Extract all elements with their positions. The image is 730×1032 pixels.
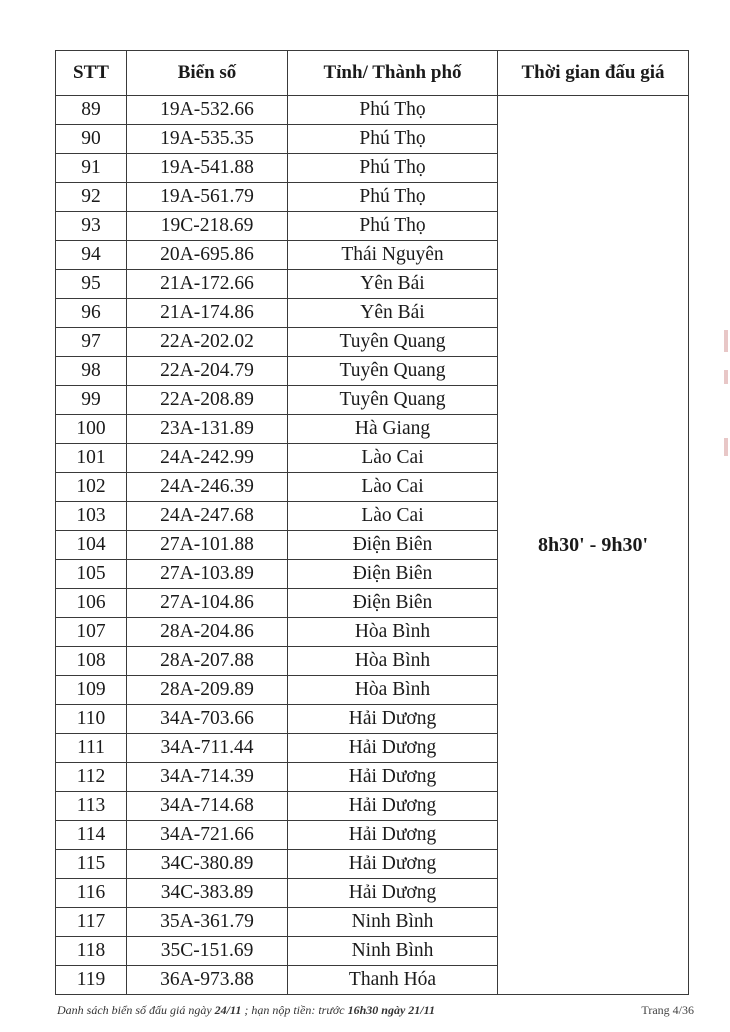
- cell-stt: 116: [56, 879, 127, 908]
- cell-plate: 35A-361.79: [127, 908, 288, 937]
- footer-deadline: 16h30 ngày 21/11: [347, 1003, 435, 1017]
- cell-plate: 21A-172.66: [127, 270, 288, 299]
- cell-province: Hải Dương: [288, 705, 498, 734]
- footer-text-2: ; hạn nộp tiền: trước: [244, 1003, 345, 1017]
- cell-stt: 100: [56, 415, 127, 444]
- cell-plate: 19C-218.69: [127, 212, 288, 241]
- table-header-row: [56, 51, 689, 96]
- cell-stt: 115: [56, 850, 127, 879]
- cell-plate: 34A-714.68: [127, 792, 288, 821]
- cell-province: Tuyên Quang: [288, 328, 498, 357]
- cell-plate: 28A-204.86: [127, 618, 288, 647]
- cell-plate: 34A-714.39: [127, 763, 288, 792]
- cell-stt: 117: [56, 908, 127, 937]
- header-stt: STT: [56, 51, 127, 96]
- cell-stt: 102: [56, 473, 127, 502]
- cell-province: Hải Dương: [288, 734, 498, 763]
- footer-note: [57, 1003, 435, 1018]
- cell-stt: 118: [56, 937, 127, 966]
- cell-stt: 90: [56, 125, 127, 154]
- cell-province: Tuyên Quang: [288, 357, 498, 386]
- cell-plate: 22A-202.02: [127, 328, 288, 357]
- cell-stt: 97: [56, 328, 127, 357]
- table-row: [56, 96, 689, 125]
- cell-province: Hà Giang: [288, 415, 498, 444]
- cell-plate: 34C-383.89: [127, 879, 288, 908]
- cell-plate: 36A-973.88: [127, 966, 288, 995]
- cell-stt: 114: [56, 821, 127, 850]
- cell-province: Lào Cai: [288, 444, 498, 473]
- cell-plate: 24A-246.39: [127, 473, 288, 502]
- cell-province: Điện Biên: [288, 589, 498, 618]
- cell-province: Hòa Bình: [288, 647, 498, 676]
- table-body: [56, 96, 689, 995]
- scan-edge-mark: [724, 438, 728, 456]
- cell-plate: 34A-721.66: [127, 821, 288, 850]
- header-plate: Biển số: [127, 51, 288, 96]
- cell-plate: 24A-247.68: [127, 502, 288, 531]
- cell-plate: 34A-703.66: [127, 705, 288, 734]
- cell-province: Yên Bái: [288, 270, 498, 299]
- cell-stt: 103: [56, 502, 127, 531]
- cell-plate: 19A-535.35: [127, 125, 288, 154]
- scan-edge-mark: [724, 370, 728, 384]
- plate-auction-table: [55, 50, 689, 995]
- cell-stt: 92: [56, 183, 127, 212]
- cell-province: Ninh Bình: [288, 908, 498, 937]
- cell-province: Thanh Hóa: [288, 966, 498, 995]
- cell-province: Hải Dương: [288, 792, 498, 821]
- cell-province: Ninh Bình: [288, 937, 498, 966]
- cell-province: Hải Dương: [288, 850, 498, 879]
- header-province: Tỉnh/ Thành phố: [288, 51, 498, 96]
- cell-province: Hải Dương: [288, 821, 498, 850]
- cell-stt: 94: [56, 241, 127, 270]
- footer-text-1: Danh sách biển số đấu giá ngày: [57, 1003, 212, 1017]
- cell-province: Hòa Bình: [288, 676, 498, 705]
- cell-stt: 96: [56, 299, 127, 328]
- cell-stt: 91: [56, 154, 127, 183]
- cell-plate: 28A-209.89: [127, 676, 288, 705]
- cell-province: Phú Thọ: [288, 183, 498, 212]
- cell-plate: 27A-104.86: [127, 589, 288, 618]
- cell-province: Thái Nguyên: [288, 241, 498, 270]
- cell-province: Yên Bái: [288, 299, 498, 328]
- cell-stt: 98: [56, 357, 127, 386]
- cell-plate: 27A-101.88: [127, 531, 288, 560]
- cell-stt: 119: [56, 966, 127, 995]
- cell-plate: 24A-242.99: [127, 444, 288, 473]
- cell-province: Hải Dương: [288, 763, 498, 792]
- cell-stt: 109: [56, 676, 127, 705]
- cell-stt: 113: [56, 792, 127, 821]
- cell-plate: 28A-207.88: [127, 647, 288, 676]
- cell-province: Tuyên Quang: [288, 386, 498, 415]
- cell-province: Lào Cai: [288, 473, 498, 502]
- cell-plate: 34A-711.44: [127, 734, 288, 763]
- cell-stt: 107: [56, 618, 127, 647]
- cell-province: Lào Cai: [288, 502, 498, 531]
- cell-stt: 104: [56, 531, 127, 560]
- header-auction-time: Thời gian đấu giá: [498, 51, 689, 96]
- cell-stt: 112: [56, 763, 127, 792]
- cell-stt: 99: [56, 386, 127, 415]
- cell-stt: 108: [56, 647, 127, 676]
- cell-stt: 95: [56, 270, 127, 299]
- cell-province: Điện Biên: [288, 531, 498, 560]
- cell-plate: 22A-204.79: [127, 357, 288, 386]
- cell-stt: 111: [56, 734, 127, 763]
- cell-plate: 19A-541.88: [127, 154, 288, 183]
- cell-stt: 101: [56, 444, 127, 473]
- cell-auction-time: 8h30' - 9h30': [498, 96, 689, 995]
- cell-plate: 34C-380.89: [127, 850, 288, 879]
- cell-province: Hải Dương: [288, 879, 498, 908]
- footer-date: 24/11: [214, 1003, 242, 1017]
- cell-stt: 89: [56, 96, 127, 125]
- cell-plate: 19A-532.66: [127, 96, 288, 125]
- cell-province: Phú Thọ: [288, 125, 498, 154]
- cell-stt: 105: [56, 560, 127, 589]
- cell-plate: 27A-103.89: [127, 560, 288, 589]
- cell-plate: 19A-561.79: [127, 183, 288, 212]
- cell-province: Phú Thọ: [288, 212, 498, 241]
- cell-province: Phú Thọ: [288, 154, 498, 183]
- cell-plate: 35C-151.69: [127, 937, 288, 966]
- cell-plate: 20A-695.86: [127, 241, 288, 270]
- cell-stt: 110: [56, 705, 127, 734]
- cell-province: Điện Biên: [288, 560, 498, 589]
- page-number: Trang 4/36: [641, 1003, 694, 1017]
- scan-edge-mark: [724, 330, 728, 352]
- cell-plate: 21A-174.86: [127, 299, 288, 328]
- cell-plate: 22A-208.89: [127, 386, 288, 415]
- cell-province: Hòa Bình: [288, 618, 498, 647]
- cell-plate: 23A-131.89: [127, 415, 288, 444]
- cell-stt: 106: [56, 589, 127, 618]
- cell-stt: 93: [56, 212, 127, 241]
- cell-province: Phú Thọ: [288, 96, 498, 125]
